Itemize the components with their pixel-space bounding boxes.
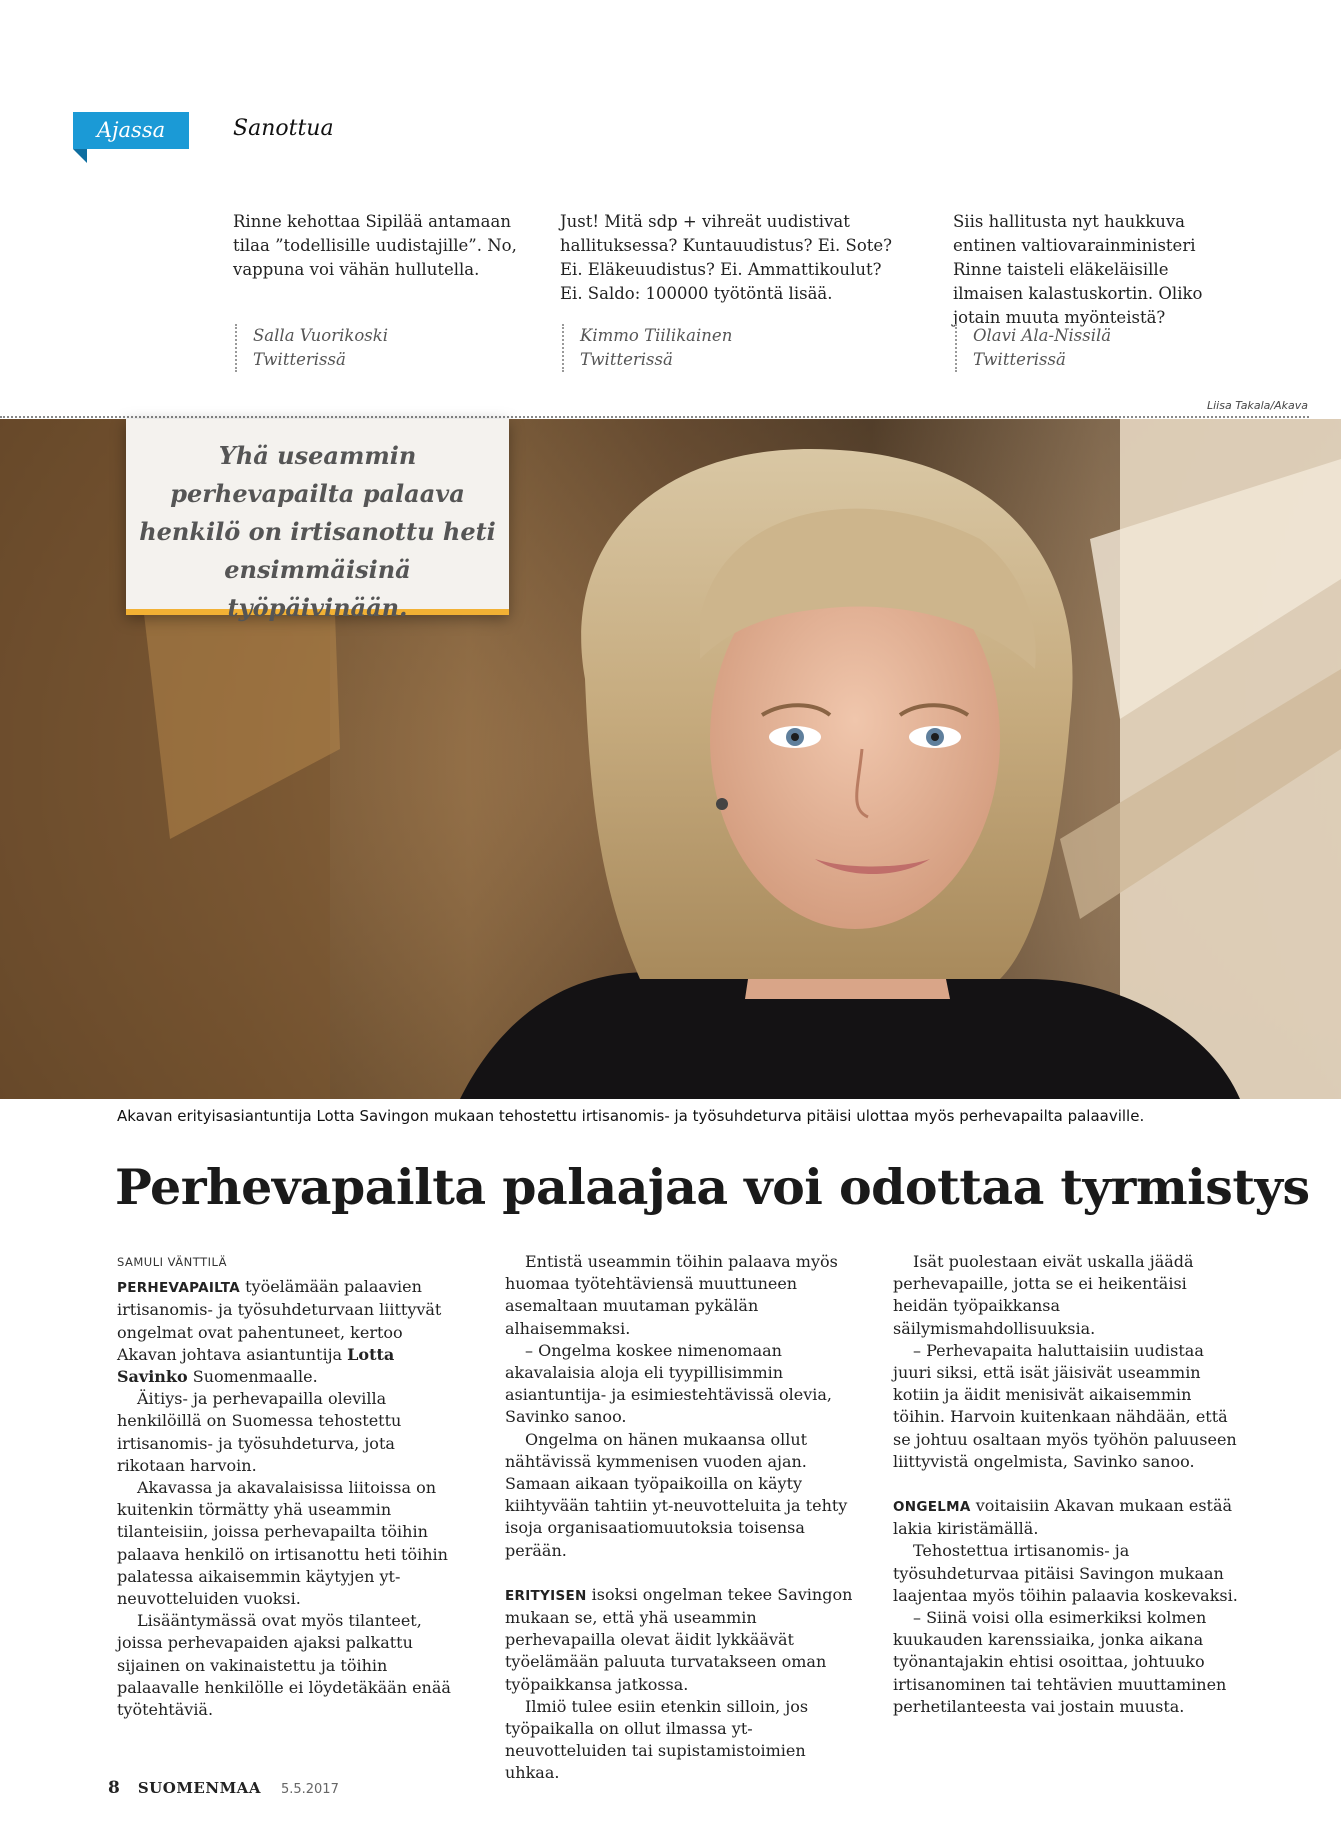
page-number: 8 (108, 1778, 120, 1798)
quote-1-text: Rinne kehottaa Sipilää antamaan tilaa ”todellisille uudistajille”. No, vappuna voi vähän hullutella. (233, 212, 517, 279)
quote-2-text: Just! Mitä sdp + vihreät uudistivat hallituksessa? Kuntauudistus? Ei. Sote? Ei. Eläkeuudistus? Ei. Ammattikoulut? Ei. Saldo: 100000 työtöntä lisää. (560, 212, 892, 303)
pullquote-box (126, 419, 509, 622)
paragraph: Ilmiö tulee esiin etenkin silloin, jos työpaikalla on ollut ilmassa yt-neuvotteluiden tai supistamistoimien uhkaa. (505, 1696, 809, 1783)
quote-2-source: Twitterissä (580, 350, 673, 369)
quote-2-author: Kimmo Tiilikainen (580, 326, 733, 345)
paragraph: – Siinä voisi olla esimerkiksi kolmen kuukauden karenssiaika, jonka aikana työnantajakin ehtisi osoittaa, johtuuko irtisanominen tai tehtävien muuttaminen perhetilanteesta vai jostain muusta. (893, 1608, 1227, 1716)
subsection-title: Sanottua (233, 116, 334, 141)
lead-in: PERHEVAPAILTA (117, 1280, 241, 1297)
paragraph: PERHEVAPAILTA työelämään palaavien irtisanomis- ja työsuhdeturvaan liittyvät ongelmat ovat pahentuneet, kertoo Akavan johtava asiantuntija Lotta Savinko Suomenmaalle. (117, 1277, 442, 1387)
lead-in: ONGELMA (893, 1499, 971, 1516)
paragraph: – Ongelma koskee nimenomaan akavalaisia aloja eli tyypillisimmin asiantuntija- ja esimiestehtävissä olevia, Savinko sanoo. (505, 1340, 833, 1427)
section-tag (73, 112, 189, 149)
paragraph: ERITYISEN isoksi ongelman tekee Savingon mukaan se, että yhä useammin perhevapailla olevat äidit lykkäävät työelämään paluuta turvatakseen oman työpaikkansa jatkossa. (505, 1584, 853, 1694)
byline: SAMULI VÄNTTILÄ (117, 1255, 228, 1269)
quote-1-author: Salla Vuorikoski (253, 326, 389, 345)
quote-3-author: Olavi Ala-Nissilä (973, 326, 1112, 345)
quote-1-attribution (235, 324, 388, 372)
paragraph: ONGELMA voitaisiin Akavan mukaan estää lakia kiristämällä. (893, 1496, 1233, 1539)
paragraph: Isät puolestaan eivät uskalla jäädä perhevapaille, jotta se ei heikentäisi heidän työpaikkansa säilymismahdollisuuksia. (893, 1252, 1194, 1338)
section-tag-fold (73, 149, 87, 163)
page-footer (108, 1778, 339, 1798)
article-headline: Perhevapailta palaajaa voi odottaa tyrmistys (115, 1158, 1310, 1216)
paragraph: Lisääntymässä ovat myös tilanteet, joissa perhevapaiden ajaksi palkattu sijainen on vakinaistettu ja töihin palaavalle henkilölle ei löydetäkään enää työtehtäviä. (117, 1611, 451, 1720)
article-column-1 (117, 1251, 465, 1721)
pullquote: Yhä useammin perhevapailta palaava henkilö on irtisanottu heti ensimmäisinä työpäivinään. (139, 441, 496, 622)
paragraph: – Perhevapaita haluttaisiin uudistaa juuri siksi, että isät jäisivät useammin kotiin ja äidit menisivät aikaisemmin töihin. Harvoin kuitenkaan nähdään, että se johtuu osaltaan myös työhön paluuseen liittyvistä ongelmista, Savinko sanoo. (893, 1340, 1237, 1471)
section-tag-label: Ajassa (96, 118, 166, 142)
article-column-3 (893, 1251, 1241, 1718)
dotted-divider (0, 416, 1309, 418)
paragraph: Ongelma on hänen mukaansa ollut nähtävissä kymmenisen vuoden ajan. Samaan aikaan työpaikoilla on käyty kiihtyvään tahtiin yt-neuvotteluita ja tehty isoja organisaatiomuutoksia toisensa perään. (505, 1429, 848, 1560)
paragraph: Äitiys- ja perhevapailla olevilla henkilöillä on Suomessa tehostettu irtisanomis- ja työsuhdeturva, jota rikotaan harvoin. (117, 1389, 402, 1475)
photo-caption: Akavan erityisasiantuntija Lotta Savingon mukaan tehostettu irtisanomis- ja työsuhdeturva pitäisi ulottaa myös perhevapailta palaaville. (117, 1107, 1145, 1125)
quote-3-source: Twitterissä (973, 350, 1066, 369)
photo-credit: Liisa Takala/Akava (1206, 399, 1308, 412)
article-column-2 (505, 1251, 853, 1785)
person-name: Lotta Savinko (117, 1344, 395, 1387)
paragraph: Entistä useammin töihin palaava myös huomaa työtehtäviensä muuttuneen asemaltaan muutaman pykälän alhaisemmaksi. (505, 1252, 838, 1338)
issue-date: 5.5.2017 (280, 1782, 339, 1797)
quote-1-source: Twitterissä (253, 350, 346, 369)
paragraph: Tehostettua irtisanomis- ja työsuhdeturvaa pitäisi Savingon mukaan laajentaa myös töihin palaavia koskevaksi. (893, 1541, 1238, 1605)
quote-3-text: Siis hallitusta nyt haukkuva entinen valtiovarainministeri Rinne taisteli eläkeläisille ilmaisen kalastuskortin. Oliko jotain muuta myönteistä? (953, 212, 1203, 327)
lead-in: ERITYISEN (505, 1587, 587, 1604)
magazine-name: SUOMENMAA (137, 1779, 261, 1797)
quote-2-attribution (562, 324, 732, 372)
quote-3-attribution (955, 324, 1111, 372)
paragraph: Akavassa ja akavalaisissa liitoissa on kuitenkin törmätty yhä useammin tilanteisiin, joissa perhevapailta töihin palaava henkilö on irtisanottu heti töihin palatessa aikaisemmin käytyjen yt-neuvotteluiden vuoksi. (117, 1478, 448, 1609)
